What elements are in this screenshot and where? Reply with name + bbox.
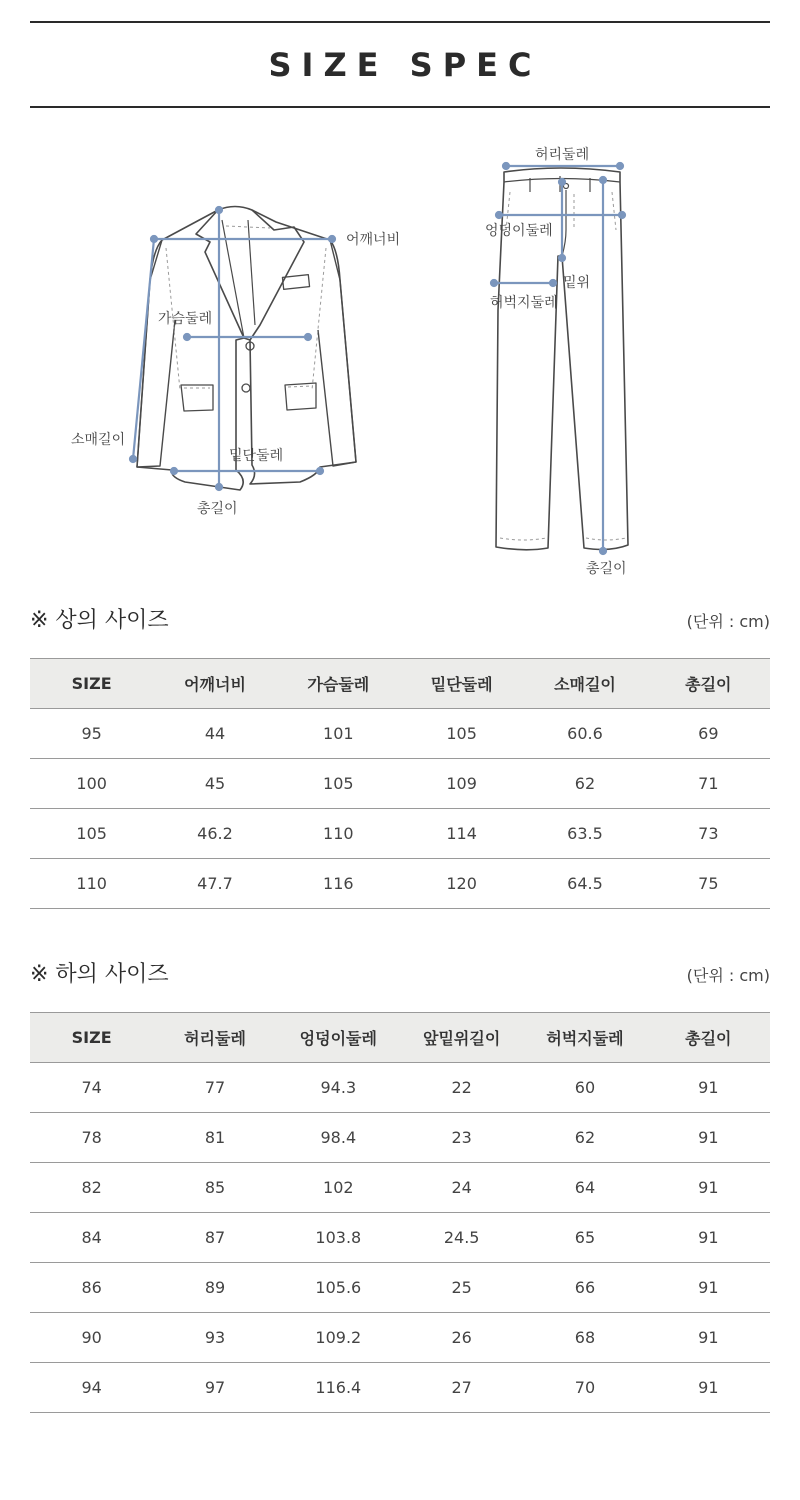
table-row <box>30 1313 770 1363</box>
table-cell: 62 <box>523 1113 646 1163</box>
table-cell: 98.4 <box>277 1113 400 1163</box>
label-thigh: 허벅지둘레 <box>490 295 558 311</box>
table-cell: 24 <box>400 1163 523 1213</box>
table-cell: 81 <box>153 1113 276 1163</box>
column-header: 허리둘레 <box>153 1013 276 1063</box>
table-cell: 68 <box>523 1313 646 1363</box>
column-header: SIZE <box>30 1013 153 1063</box>
table-cell: 23 <box>400 1113 523 1163</box>
table-cell: 75 <box>647 859 770 909</box>
table-header-row <box>30 1013 770 1063</box>
table-cell: 46.2 <box>153 809 276 859</box>
table-cell: 91 <box>647 1163 770 1213</box>
label-chest: 가슴둘레 <box>158 311 213 327</box>
size-illustration <box>0 130 800 590</box>
label-pants-length: 총길이 <box>586 561 627 577</box>
table-cell: 105 <box>400 709 523 759</box>
jacket-seams <box>166 226 326 390</box>
table-cell: 89 <box>153 1263 276 1313</box>
table-cell: 87 <box>153 1213 276 1263</box>
table-cell: 100 <box>30 759 153 809</box>
illustration-svg <box>0 130 800 590</box>
bottom-size-header <box>30 952 770 988</box>
table-cell: 91 <box>647 1363 770 1413</box>
label-jacket-length: 총길이 <box>197 501 238 517</box>
table-row <box>30 1213 770 1263</box>
bottom-size-title: ※ 하의 사이즈 <box>30 962 169 987</box>
table-cell: 84 <box>30 1213 153 1263</box>
table-cell: 90 <box>30 1313 153 1363</box>
bottom-size-unit: (단위 : cm) <box>686 966 770 985</box>
table-cell: 82 <box>30 1163 153 1213</box>
table-cell: 103.8 <box>277 1213 400 1263</box>
table-cell: 91 <box>647 1263 770 1313</box>
table-cell: 105.6 <box>277 1263 400 1313</box>
table-cell: 94.3 <box>277 1063 400 1113</box>
column-header: 총길이 <box>647 659 770 709</box>
table-cell: 77 <box>153 1063 276 1113</box>
top-size-unit: (단위 : cm) <box>686 612 770 631</box>
table-cell: 120 <box>400 859 523 909</box>
table-cell: 65 <box>523 1213 646 1263</box>
table-cell: 27 <box>400 1363 523 1413</box>
table-cell: 109.2 <box>277 1313 400 1363</box>
table-cell: 110 <box>30 859 153 909</box>
table-cell: 91 <box>647 1063 770 1113</box>
table-cell: 114 <box>400 809 523 859</box>
column-header: 엉덩이둘레 <box>277 1013 400 1063</box>
title-bar <box>30 21 770 108</box>
table-cell: 97 <box>153 1363 276 1413</box>
table-cell: 91 <box>647 1313 770 1363</box>
label-shoulder: 어깨너비 <box>346 232 401 248</box>
table-cell: 95 <box>30 709 153 759</box>
label-rise: 밑위 <box>563 275 591 291</box>
column-header: 밑단둘레 <box>400 659 523 709</box>
column-header: 소매길이 <box>523 659 646 709</box>
table-cell: 78 <box>30 1113 153 1163</box>
table-cell: 91 <box>647 1113 770 1163</box>
table-cell: 94 <box>30 1363 153 1413</box>
bottom-size-table <box>30 1012 770 1413</box>
table-header-row <box>30 659 770 709</box>
table-cell: 63.5 <box>523 809 646 859</box>
table-cell: 73 <box>647 809 770 859</box>
table-cell: 109 <box>400 759 523 809</box>
column-header: 허벅지둘레 <box>523 1013 646 1063</box>
table-cell: 64 <box>523 1163 646 1213</box>
table-cell: 116 <box>277 859 400 909</box>
label-waist: 허리둘레 <box>535 147 590 163</box>
column-header: 어깨너비 <box>153 659 276 709</box>
label-hip: 엉덩이둘레 <box>485 223 553 239</box>
table-cell: 93 <box>153 1313 276 1363</box>
table-cell: 22 <box>400 1063 523 1113</box>
table-cell: 26 <box>400 1313 523 1363</box>
top-size-header <box>30 598 770 634</box>
table-cell: 91 <box>647 1213 770 1263</box>
column-header: 가슴둘레 <box>277 659 400 709</box>
table-cell: 69 <box>647 709 770 759</box>
table-cell: 116.4 <box>277 1363 400 1413</box>
table-cell: 101 <box>277 709 400 759</box>
column-header: SIZE <box>30 659 153 709</box>
top-size-title: ※ 상의 사이즈 <box>30 608 169 633</box>
table-cell: 60 <box>523 1063 646 1113</box>
table-cell: 45 <box>153 759 276 809</box>
table-cell: 44 <box>153 709 276 759</box>
page-title: SIZE SPEC <box>268 45 542 84</box>
table-cell: 86 <box>30 1263 153 1313</box>
table-row <box>30 1263 770 1313</box>
table-cell: 70 <box>523 1363 646 1413</box>
table-cell: 64.5 <box>523 859 646 909</box>
pants-measure-lines <box>491 163 625 554</box>
table-row <box>30 809 770 859</box>
table-row <box>30 1113 770 1163</box>
table-cell: 24.5 <box>400 1213 523 1263</box>
table-row <box>30 1163 770 1213</box>
table-cell: 102 <box>277 1163 400 1213</box>
table-cell: 25 <box>400 1263 523 1313</box>
table-cell: 62 <box>523 759 646 809</box>
label-hem: 밑단둘레 <box>229 448 284 464</box>
table-row <box>30 859 770 909</box>
table-cell: 105 <box>277 759 400 809</box>
table-row <box>30 1363 770 1413</box>
table-row <box>30 709 770 759</box>
table-cell: 110 <box>277 809 400 859</box>
label-sleeve: 소매길이 <box>71 432 126 448</box>
table-cell: 60.6 <box>523 709 646 759</box>
table-cell: 71 <box>647 759 770 809</box>
table-cell: 85 <box>153 1163 276 1213</box>
top-size-table <box>30 658 770 909</box>
column-header: 앞밑위길이 <box>400 1013 523 1063</box>
table-cell: 74 <box>30 1063 153 1113</box>
table-row <box>30 759 770 809</box>
table-cell: 66 <box>523 1263 646 1313</box>
table-row <box>30 1063 770 1113</box>
column-header: 총길이 <box>647 1013 770 1063</box>
table-cell: 47.7 <box>153 859 276 909</box>
table-cell: 105 <box>30 809 153 859</box>
